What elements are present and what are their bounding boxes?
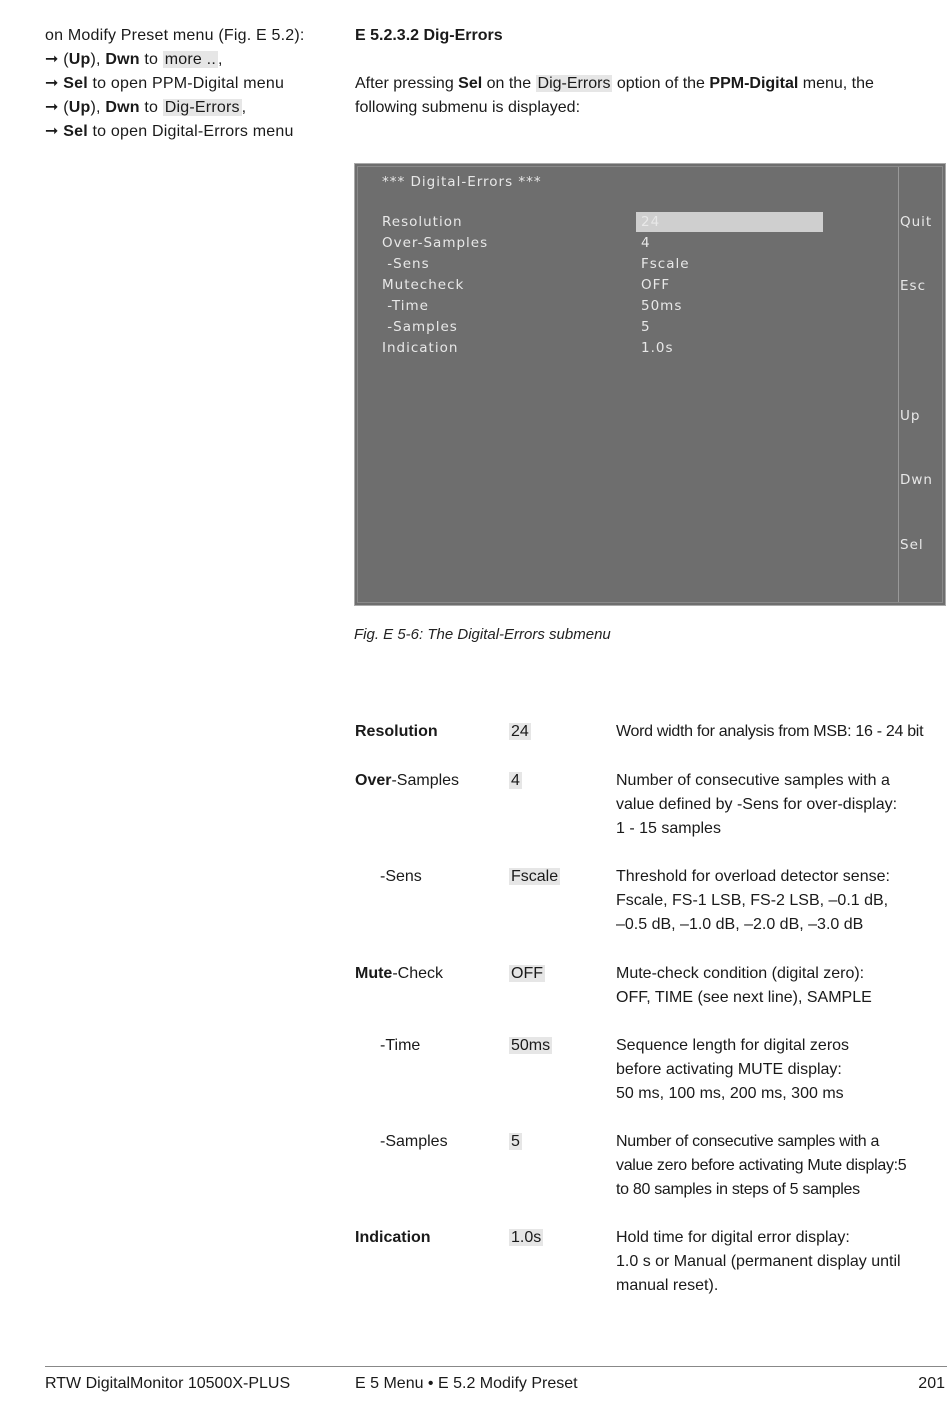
softkey-sel[interactable]: Sel bbox=[900, 537, 924, 553]
figure-caption: Fig. E 5-6: The Digital-Errors submenu bbox=[354, 626, 611, 643]
param-name: Over-Samples bbox=[355, 772, 460, 789]
screen-row-value[interactable]: 4 bbox=[641, 235, 651, 251]
instruction-line-5: ➞ Sel to open Digital-Errors menu bbox=[45, 123, 294, 140]
screen-row-value[interactable]: 1.0s bbox=[641, 340, 674, 356]
arrow-right-icon: ➞ bbox=[45, 51, 59, 68]
screen-row-value[interactable]: 50ms bbox=[641, 298, 683, 314]
menu-option-more: more .. bbox=[164, 51, 216, 68]
arrow-right-icon: ➞ bbox=[45, 123, 59, 140]
instruction-line-2: ➞ (Up), Dwn to more .. , bbox=[45, 51, 223, 68]
param-description: Mute-check condition (digital zero): OFF, TIME (see next line), SAMPLE bbox=[616, 965, 872, 1006]
footer-product: RTW DigitalMonitor 10500X-PLUS bbox=[45, 1375, 291, 1392]
softkey-up[interactable]: Up bbox=[900, 408, 921, 424]
arrow-right-icon: ➞ bbox=[45, 99, 59, 116]
param-description: Threshold for overload detector sense: Fscale, FS-1 LSB, FS-2 LSB, –0.1 dB, –0.5 dB, –1.0 dB, –2.0 dB, –3.0 dB bbox=[616, 868, 890, 933]
section-intro: After pressing Sel on the Dig-Errors option of the PPM-Digital menu, the following submenu is displayed: bbox=[355, 75, 874, 116]
param-value: 50ms bbox=[511, 1037, 551, 1054]
param-description: Number of consecutive samples with a value defined by -Sens for over-display: 1 - 15 samples bbox=[616, 772, 898, 837]
instruction-line-1: on Modify Preset menu (Fig. E 5.2): bbox=[45, 27, 305, 44]
footer-divider bbox=[45, 1366, 947, 1367]
param-value: 4 bbox=[511, 772, 520, 789]
screen-row-label[interactable]: -Time bbox=[382, 298, 429, 314]
screen-row-label[interactable]: Mutecheck bbox=[382, 277, 465, 293]
instruction-line-4: ➞ (Up), Dwn to Dig-Errors , bbox=[45, 99, 247, 116]
param-name: Mute-Check bbox=[355, 965, 444, 982]
digital-errors-screen bbox=[354, 163, 946, 606]
param-name: -Sens bbox=[380, 868, 422, 885]
param-value: 24 bbox=[511, 723, 529, 740]
screen-row-value[interactable]: 5 bbox=[641, 319, 651, 335]
param-description: Hold time for digital error display: 1.0 s or Manual (permanent display until manual reset). bbox=[616, 1229, 901, 1294]
param-description: Sequence length for digital zeros before activating MUTE display: 50 ms, 100 ms, 200 ms, 300 ms bbox=[616, 1037, 850, 1102]
softkey-dwn[interactable]: Dwn bbox=[900, 472, 933, 488]
screen-row-label[interactable]: -Samples bbox=[382, 319, 458, 335]
page-number: 201 bbox=[918, 1375, 945, 1392]
screen-row-value[interactable]: OFF bbox=[641, 277, 671, 293]
screen-row-value[interactable]: Fscale bbox=[641, 256, 690, 272]
instruction-line-3: ➞ Sel to open PPM-Digital menu bbox=[45, 75, 285, 92]
arrow-right-icon: ➞ bbox=[45, 75, 59, 92]
screen-row-label[interactable]: -Sens bbox=[382, 256, 430, 272]
param-value: OFF bbox=[511, 965, 543, 982]
param-value: Fscale bbox=[511, 868, 559, 885]
screen-row-label[interactable]: Indication bbox=[382, 340, 459, 356]
softkey-quit[interactable]: Quit bbox=[900, 214, 933, 230]
param-name: -Time bbox=[380, 1037, 421, 1054]
param-value: 1.0s bbox=[511, 1229, 542, 1246]
param-description: Number of consecutive samples with a value zero before activating Mute display:5 to 80 samples in steps of 5 samples bbox=[616, 1133, 907, 1198]
screen-row-value[interactable]: 24 bbox=[641, 214, 661, 230]
param-name: -Samples bbox=[380, 1133, 448, 1150]
param-value: 5 bbox=[511, 1133, 520, 1150]
softkey-divider bbox=[898, 167, 899, 602]
dig-errors-option: Dig-Errors bbox=[537, 75, 611, 92]
section-heading: E 5.2.3.2 Dig-Errors bbox=[355, 27, 503, 44]
param-name: Indication bbox=[355, 1229, 431, 1246]
screen-title: *** Digital-Errors *** bbox=[382, 174, 542, 190]
menu-option-dig-errors: Dig-Errors bbox=[164, 99, 240, 116]
footer-section: E 5 Menu • E 5.2 Modify Preset bbox=[355, 1375, 578, 1392]
param-name: Resolution bbox=[355, 723, 438, 740]
softkey-esc[interactable]: Esc bbox=[900, 278, 926, 294]
screen-row-label[interactable]: Over-Samples bbox=[382, 235, 489, 251]
param-description: Word width for analysis from MSB: 16 - 24 bit bbox=[616, 723, 924, 740]
selected-row-highlight bbox=[636, 212, 823, 232]
screen-row-label[interactable]: Resolution bbox=[382, 214, 463, 230]
